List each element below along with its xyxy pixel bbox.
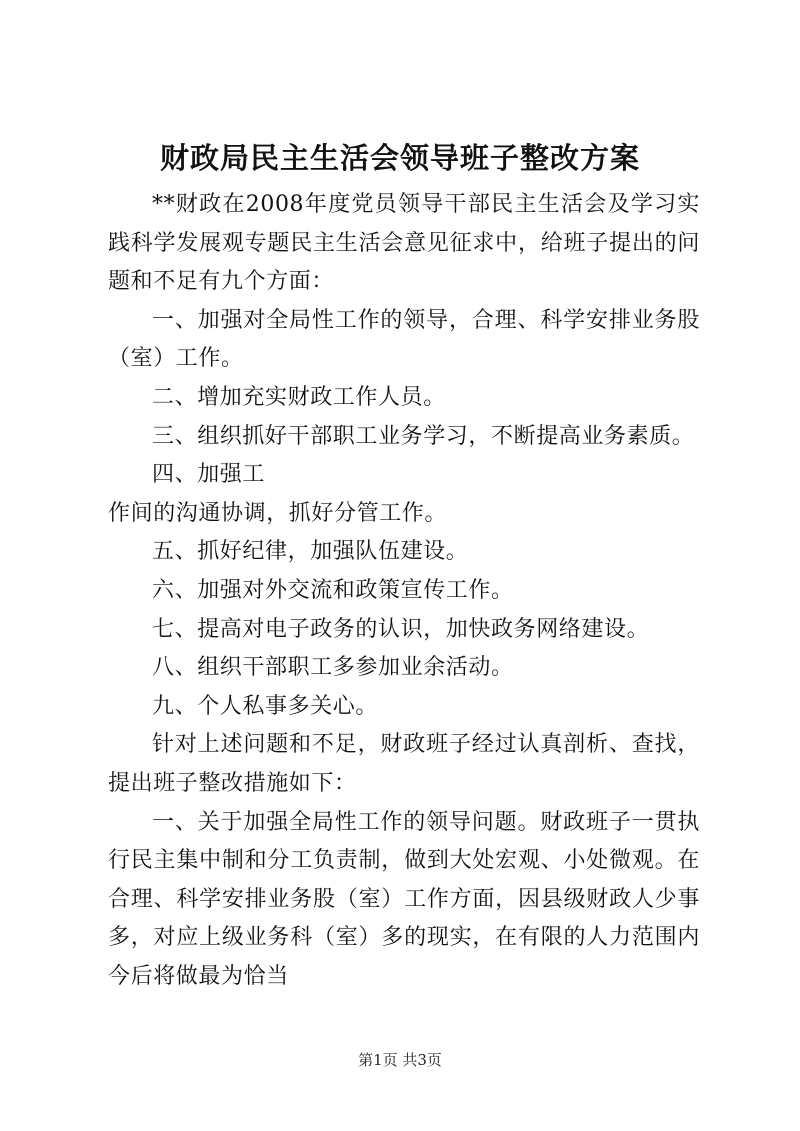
paragraph-issue-6: 六、加强对外交流和政策宣传工作。 [152,577,514,603]
paragraph-intro: **财政在2008年度党员领导干部民主生活会及学习实践科学发展观专题民主生活会意见征求中，给班子提出的问题和不足有九个方面： [108,192,700,295]
paragraph-issue-7: 七、提高对电子政务的认识，加快政务网络建设。 [152,616,650,642]
paragraph-issue-9: 九、个人私事多关心。 [152,693,379,719]
paragraph-measures-intro: 针对上述问题和不足，财政班子经过认真剖析、查找，提出班子整改措施如下： [108,732,700,796]
paragraph-issue-8: 八、组织干部职工多参加业余活动。 [152,655,514,681]
paragraph-measure-1: 一、关于加强全局性工作的领导问题。财政班子一贯执行民主集中制和分工负责制，做到大处宏观、小处微观。在合理、科学安排业务股（室）工作方面，因县级财政人少事多，对应上级业务科（室）多的现实，在有限的人力范围内今后将做最为恰当 [108,809,700,989]
page-number: 第1页 共3页 [358,1051,442,1069]
paragraph-issue-2: 二、增加充实财政工作人员。 [152,384,446,410]
document-body [108,186,700,996]
paragraph-issue-3: 三、组织抓好干部职工业务学习，不断提高业务素质。 [152,423,695,449]
paragraph-issue-4-start: 四、加强工 [152,462,266,488]
paragraph-issue-4-continued: 作间的沟通协调，抓好分管工作。 [108,500,448,526]
document-title: 财政局民主生活会领导班子整改方案 [159,141,640,175]
paragraph-issue-1: 一、加强对全局性工作的领导，合理、科学安排业务股（室）工作。 [108,307,700,372]
paragraph-issue-5: 五、抓好纪律，加强队伍建设。 [152,539,469,565]
